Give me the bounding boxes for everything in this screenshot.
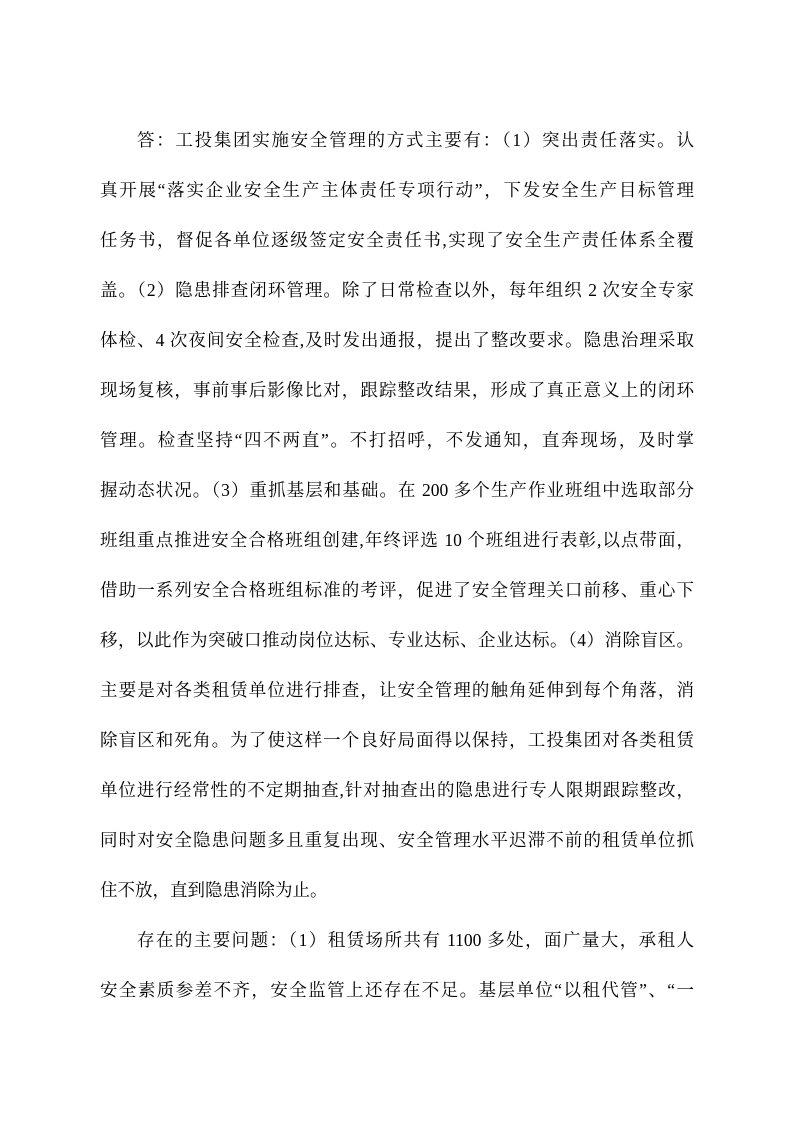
paragraph-problems [100, 915, 694, 1015]
text-line: 移，以此作为突破口推动岗位达标、专业达标、企业达标。（4）消除盲区。 [100, 630, 694, 650]
text-line: 存在的主要问题：（1）租赁场所共有 1100 多处，面广量大，承租人 [137, 930, 694, 950]
text-line: 体检、4 次夜间安全检查,及时发出通报，提出了整改要求。隐患治理采取 [100, 330, 694, 350]
text-line: 现场复核，事前事后影像比对，跟踪整改结果，形成了真正意义上的闭环 [100, 380, 694, 400]
text-line: 安全素质参差不齐，安全监管上还存在不足。基层单位“以租代管”、“一 [100, 980, 694, 1000]
text-line: 答：工投集团实施安全管理的方式主要有：（1）突出责任落实。认 [137, 130, 694, 150]
text-line: 任务书，督促各单位逐级签定安全责任书,实现了安全生产责任体系全覆 [100, 230, 694, 250]
text-line: 握动态状况。（3）重抓基层和基础。在 200 多个生产作业班组中选取部分 [100, 480, 694, 500]
text-line: 单位进行经常性的不定期抽查,针对抽查出的隐患进行专人限期跟踪整改， [100, 780, 694, 800]
text-line: 同时对安全隐患问题多且重复出现、安全管理水平迟滞不前的租赁单位抓 [100, 830, 694, 850]
text-line: 主要是对各类租赁单位进行排查，让安全管理的触角延伸到每个角落，消 [100, 680, 694, 700]
text-line: 真开展“落实企业安全生产主体责任专项行动”，下发安全生产目标管理 [100, 180, 694, 200]
text-line: 班组重点推进安全合格班组创建,年终评选 10 个班组进行表彰,以点带面， [100, 530, 694, 550]
text-line: 盖。（2）隐患排查闭环管理。除了日常检查以外，每年组织 2 次安全专家 [100, 280, 694, 300]
text-line: 住不放，直到隐患消除为止。 [100, 880, 328, 900]
text-line: 借助一系列安全合格班组标准的考评，促进了安全管理关口前移、重心下 [100, 580, 694, 600]
text-line: 管理。检查坚持“四不两直”。不打招呼，不发通知，直奔现场，及时掌 [100, 430, 694, 450]
paragraph-answer [100, 115, 694, 915]
text-line: 除盲区和死角。为了使这样一个良好局面得以保持，工投集团对各类租赁 [100, 730, 694, 750]
text-block [100, 115, 694, 1015]
